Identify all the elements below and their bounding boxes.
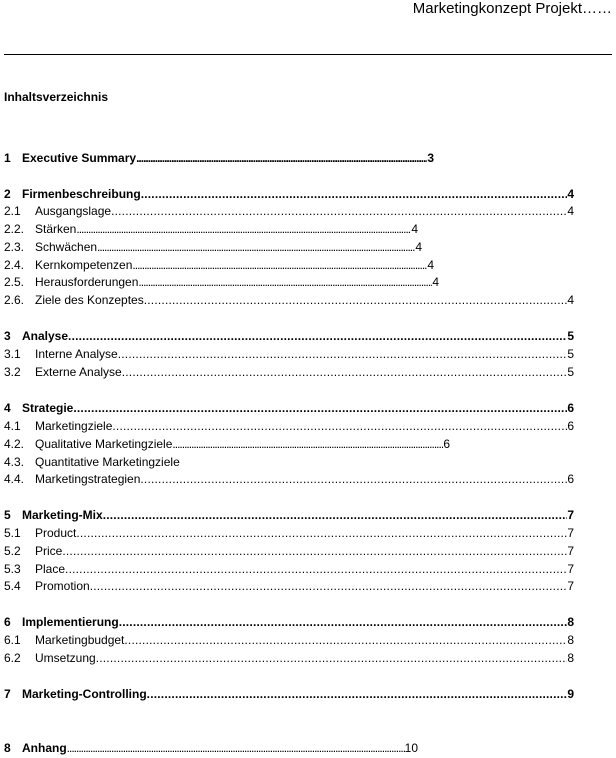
toc-leader-dots xyxy=(73,400,567,416)
toc-entry[interactable] xyxy=(4,740,418,756)
toc-entry-number: 3.1 xyxy=(4,347,21,361)
toc-entry[interactable] xyxy=(4,525,574,541)
toc-leader-dots xyxy=(111,203,567,219)
toc-entry-number: 5.4 xyxy=(4,579,21,593)
toc-leader-dots xyxy=(112,418,567,434)
toc-entry[interactable] xyxy=(4,203,574,219)
toc-entry-label: Stärken xyxy=(35,222,77,236)
toc-leader-dots xyxy=(68,328,567,344)
toc-entry-page: 7 xyxy=(567,579,574,593)
toc-entry-page: 9 xyxy=(567,687,574,701)
toc-entry-number: 7 xyxy=(4,687,11,701)
toc-leader-dots xyxy=(65,561,567,577)
toc-leader-dots xyxy=(172,436,443,452)
toc-entry-page: 5 xyxy=(567,329,574,343)
toc-entry-label: Externe Analyse xyxy=(35,365,122,379)
toc-entry[interactable] xyxy=(4,400,574,416)
toc-entry-page: 5 xyxy=(567,347,574,361)
toc-entry[interactable] xyxy=(4,328,574,344)
toc-leader-dots xyxy=(132,257,427,273)
toc-entry-page: 7 xyxy=(567,544,574,558)
toc-entry-page: 4 xyxy=(432,275,439,289)
toc-entry-page: 8 xyxy=(567,633,574,647)
toc-entry-page: 7 xyxy=(567,508,574,522)
toc-entry-page: 8 xyxy=(567,651,574,665)
toc-entry-label: Quantitative Marketingziele xyxy=(35,455,180,469)
toc-leader-dots xyxy=(124,632,567,648)
toc-entry-page: 3 xyxy=(427,151,434,165)
toc-leader-dots xyxy=(90,578,568,594)
toc-entry-number: 2.1 xyxy=(4,204,21,218)
toc-leader-dots xyxy=(141,186,568,202)
header-divider xyxy=(4,54,612,55)
toc-entry[interactable] xyxy=(4,436,450,452)
toc-entry-label: Marketing-Controlling xyxy=(22,687,147,701)
toc-entry-label: Marketingstrategien xyxy=(35,472,141,486)
toc-leader-dots xyxy=(97,239,415,255)
toc-entry-page: 6 xyxy=(567,419,574,433)
toc-entry[interactable] xyxy=(4,471,574,487)
toc-entry-label: Interne Analyse xyxy=(35,347,118,361)
toc-entry-number: 4.2. xyxy=(4,437,25,451)
toc-entry-number: 3 xyxy=(4,329,11,343)
toc-entry-number: 6 xyxy=(4,615,11,629)
toc-entry-label: Strategie xyxy=(22,401,74,415)
toc-entry-page: 6 xyxy=(567,401,574,415)
toc-leader-dots xyxy=(62,543,567,559)
toc-entry-number: 6.2 xyxy=(4,651,21,665)
toc-entry-page: 6 xyxy=(567,472,574,486)
toc-entry[interactable] xyxy=(4,650,574,666)
toc-entry-number: 4.1 xyxy=(4,419,21,433)
toc-entry[interactable] xyxy=(4,543,574,559)
toc-entry-number: 8 xyxy=(4,741,11,755)
toc-entry-number: 2 xyxy=(4,187,11,201)
toc-leader-dots xyxy=(122,364,568,380)
toc-entry[interactable] xyxy=(4,454,180,470)
toc-leader-dots xyxy=(140,471,567,487)
toc-entry-page: 8 xyxy=(567,615,574,629)
toc-entry-label: Marketing-Mix xyxy=(22,508,103,522)
toc-entry-label: Kernkompetenzen xyxy=(35,258,133,272)
toc-entry-label: Herausforderungen xyxy=(35,275,139,289)
toc-entry-number: 4 xyxy=(4,401,11,415)
toc-entry-number: 1 xyxy=(4,151,11,165)
toc-entry-number: 4.3. xyxy=(4,455,25,469)
toc-entry-label: Anhang xyxy=(22,741,67,755)
toc-entry-page: 4 xyxy=(415,240,422,254)
toc-leader-dots xyxy=(119,614,568,630)
toc-entry-number: 5.1 xyxy=(4,526,21,540)
toc-entry[interactable] xyxy=(4,346,574,362)
toc-title: Inhaltsverzeichnis xyxy=(4,90,109,104)
toc-entry-number: 4.4. xyxy=(4,472,25,486)
toc-entry-label: Ziele des Konzeptes xyxy=(35,293,144,307)
toc-entry[interactable] xyxy=(4,274,439,290)
toc-leader-dots xyxy=(76,221,411,237)
toc-entry[interactable] xyxy=(4,632,574,648)
toc-leader-dots xyxy=(138,274,432,290)
toc-entry-label: Executive Summary xyxy=(22,151,137,165)
toc-entry[interactable] xyxy=(4,150,434,166)
toc-entry-page: 10 xyxy=(404,741,418,755)
toc-entry[interactable] xyxy=(4,364,574,380)
toc-leader-dots xyxy=(118,346,568,362)
toc-entry-page: 5 xyxy=(567,365,574,379)
toc-entry[interactable] xyxy=(4,578,574,594)
toc-leader-dots xyxy=(103,507,568,523)
toc-entry-number: 5 xyxy=(4,508,11,522)
toc-leader-dots xyxy=(147,686,568,702)
toc-entry-label: Product xyxy=(35,526,77,540)
toc-entry-page: 7 xyxy=(567,526,574,540)
toc-leader-dots xyxy=(96,650,568,666)
toc-entry[interactable] xyxy=(4,614,574,630)
toc-entry-number: 5.3 xyxy=(4,562,21,576)
toc-entry-page: 4 xyxy=(567,293,574,307)
toc-entry[interactable] xyxy=(4,292,574,308)
toc-leader-dots xyxy=(76,525,567,541)
toc-entry[interactable] xyxy=(4,686,574,702)
toc-entry[interactable] xyxy=(4,221,418,237)
toc-leader-dots xyxy=(144,292,568,308)
toc-entry-page: 4 xyxy=(567,204,574,218)
toc-entry-page: 6 xyxy=(443,437,450,451)
toc-entry-page: 4 xyxy=(411,222,418,236)
toc-entry-label: Analyse xyxy=(22,329,69,343)
toc-entry-label: Marketingbudget xyxy=(35,633,125,647)
toc-entry-number: 5.2 xyxy=(4,544,21,558)
toc-entry-page: 4 xyxy=(567,187,574,201)
toc-leader-dots xyxy=(67,740,405,756)
toc-entry-label: Qualitative Marketingziele xyxy=(35,437,173,451)
toc-leader-dots xyxy=(136,150,427,166)
toc-entry-number: 2.4. xyxy=(4,258,25,272)
toc-entry[interactable] xyxy=(4,507,574,523)
toc-entry-label: Firmenbeschreibung xyxy=(22,187,141,201)
header-title: Marketingkonzept Projekt…… xyxy=(412,0,612,17)
toc-entry-number: 2.6. xyxy=(4,293,25,307)
toc-entry-number: 6.1 xyxy=(4,633,21,647)
toc-entry-label: Implementierung xyxy=(22,615,119,629)
toc-entry-label: Marketingziele xyxy=(35,419,113,433)
toc-entry-label: Place xyxy=(35,562,66,576)
toc-entry-label: Promotion xyxy=(35,579,90,593)
toc-entry-label: Umsetzung xyxy=(35,651,96,665)
toc-entry-label: Price xyxy=(35,544,63,558)
toc-entry[interactable] xyxy=(4,561,574,577)
toc-entry-label: Ausgangslage xyxy=(35,204,112,218)
toc-entry-number: 2.2. xyxy=(4,222,25,236)
toc-entry[interactable] xyxy=(4,239,422,255)
toc-entry[interactable] xyxy=(4,418,574,434)
toc-entry-label: Schwächen xyxy=(35,240,98,254)
toc-entry-number: 2.5. xyxy=(4,275,25,289)
toc-entry-number: 3.2 xyxy=(4,365,21,379)
toc-entry-page: 4 xyxy=(427,258,434,272)
toc-entry-number: 2.3. xyxy=(4,240,25,254)
toc-entry[interactable] xyxy=(4,186,574,202)
toc-entry-page: 7 xyxy=(567,562,574,576)
toc-entry[interactable] xyxy=(4,257,434,273)
